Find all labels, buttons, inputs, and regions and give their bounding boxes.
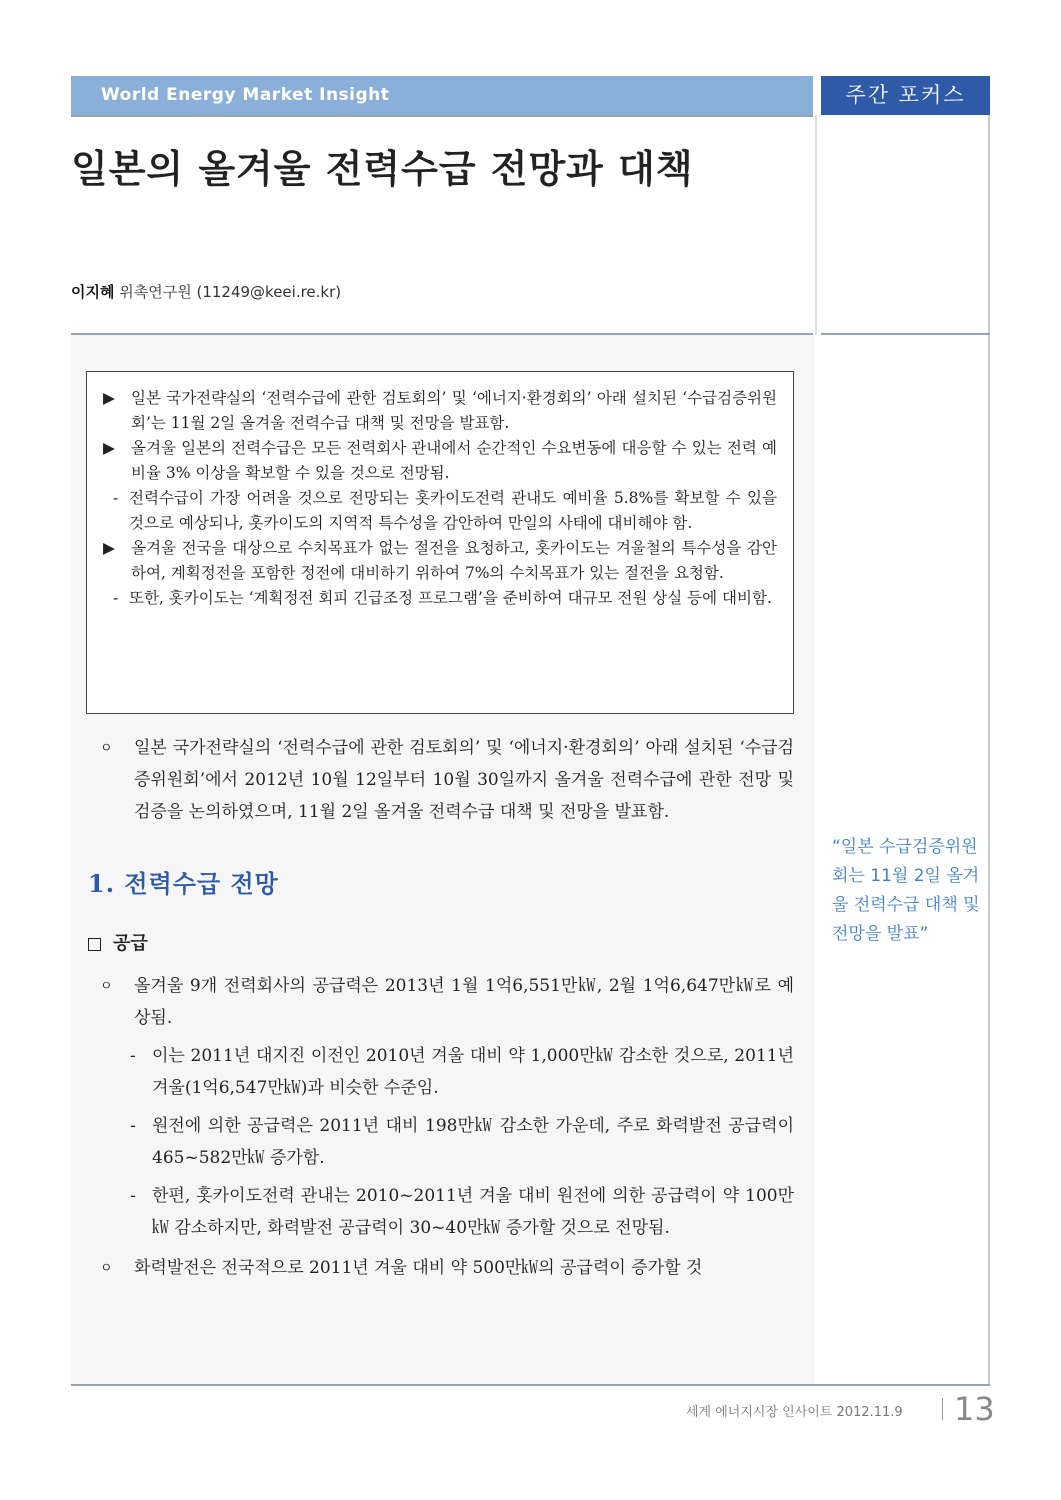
summary-item (103, 386, 777, 436)
dash-bullet: - (130, 1116, 136, 1136)
paragraph (100, 970, 794, 1034)
paragraph-text: 일본 국가전략실의 ‘전력수급에 관한 검토회의’ 및 ‘에너지·환경회의’ 아래 설치된 ‘수급검증위원회’에서 2012년 10월 12일부터 10월 30일까지 올겨울 전력수급에 관한 전망 및 검증을 논의하였으며, 11월 2일 올겨울 전력수급 대책 및 전망을 발표함. (134, 738, 794, 822)
footer-publication: 세계 에너지시장 인사이트 2012.11.9 (686, 1405, 903, 1420)
sub-item (100, 1040, 794, 1104)
pull-quote: “일본 수급검증위원회는 11월 2일 올겨울 전력수급 대책 및 전망을 발표” (832, 837, 980, 944)
article-body (88, 732, 794, 1285)
sub-item-text: 이는 2011년 대지진 이전인 2010년 겨울 대비 약 1,000만㎾ 감소한 것으로, 2011년 겨울(1억6,547만㎾)과 비슷한 수준임. (152, 1046, 794, 1098)
author-info: 위촉연구원 (11249@keei.re.kr) (114, 283, 342, 301)
paragraph (100, 1252, 794, 1285)
paragraph-text: 화력발전은 전국적으로 2011년 겨울 대비 약 500만㎾의 공급력이 증가할 것 (134, 1258, 703, 1278)
author-name: 이지혜 (71, 283, 115, 301)
square-bullet-icon (88, 938, 101, 951)
author-line (71, 281, 341, 302)
sub-item-text: 원전에 의한 공급력은 2011년 대비 198만㎾ 감소한 가운데, 주로 화력발전 공급력이 465~582만㎾ 증가함. (152, 1116, 794, 1168)
page-title: 일본의 올겨울 전력수급 전망과 대책 (71, 147, 694, 191)
sub-item (100, 1180, 794, 1244)
sub-item-text: 한편, 홋카이도전력 관내는 2010~2011년 겨울 대비 원전에 의한 공급력이 약 100만㎾ 감소하지만, 화력발전 공급력이 30~40만㎾ 증가할 것으로 전망됨. (152, 1186, 794, 1238)
subsection-label: 공급 (113, 933, 148, 954)
subsection-heading (88, 928, 794, 960)
page-right-border (988, 115, 990, 1385)
circle-bullet-icon: ㅇ (100, 979, 113, 994)
summary-text: 올겨울 일본의 전력수급은 모든 전력회사 관내에서 순간적인 수요변동에 대응할 수 있는 전력 예비율 3% 이상을 확보할 수 있을 것으로 전망됨. (131, 439, 777, 482)
footer-separator (942, 1398, 943, 1420)
dash-bullet: - (113, 589, 119, 607)
summary-box (86, 371, 794, 714)
dash-bullet: - (130, 1186, 136, 1206)
summary-item (103, 536, 777, 586)
sub-item (100, 1110, 794, 1174)
header-divider (71, 115, 813, 117)
triangle-bullet-icon: ▶ (103, 389, 115, 407)
dash-bullet: - (113, 489, 119, 507)
circle-bullet-icon: ㅇ (100, 741, 113, 756)
paragraph-text: 올겨울 9개 전력회사의 공급력은 2013년 1월 1억6,551만㎾, 2월 1억6,647만㎾로 예상됨. (134, 976, 794, 1028)
header-side-divider (815, 115, 817, 335)
dash-bullet: - (130, 1046, 136, 1066)
summary-subitem (103, 586, 777, 611)
bottom-rule (71, 1384, 990, 1386)
intro-paragraph (100, 732, 794, 828)
triangle-bullet-icon: ▶ (103, 439, 115, 457)
summary-subitem (103, 486, 777, 536)
summary-item (103, 436, 777, 486)
summary-text: 올겨울 전국을 대상으로 수치목표가 없는 절전을 요청하고, 홋카이도는 겨울철의 특수성을 감안하여, 계획정전을 포함한 정전에 대비하기 위하여 7%의 수치목표가 있는 절전을 요청함. (131, 539, 777, 582)
section-tag: 주간 포커스 (821, 76, 990, 115)
circle-bullet-icon: ㅇ (100, 1261, 113, 1276)
section-heading: 1. 전력수급 전망 (88, 869, 279, 898)
summary-text: 일본 국가전략실의 ‘전력수급에 관한 검토회의’ 및 ‘에너지·환경회의’ 아래 설치된 ‘수급검증위원회’는 11월 2일 올겨울 전력수급 대책 및 전망을 발표함. (131, 389, 777, 432)
summary-text: 전력수급이 가장 어려울 것으로 전망되는 홋카이도전력 관내도 예비율 5.8%를 확보할 수 있을 것으로 예상되나, 홋카이도의 지역적 특수성을 감안하여 만일의 사태에 대비해야 함. (129, 489, 777, 532)
summary-text: 또한, 홋카이도는 ‘계획정전 회피 긴급조정 프로그램’을 준비하여 대규모 전원 상실 등에 대비함. (129, 589, 772, 607)
triangle-bullet-icon: ▶ (103, 539, 115, 557)
series-banner: World Energy Market Insight (71, 76, 813, 115)
page-number: 13 (954, 1390, 995, 1428)
top-rule-right (821, 333, 990, 335)
